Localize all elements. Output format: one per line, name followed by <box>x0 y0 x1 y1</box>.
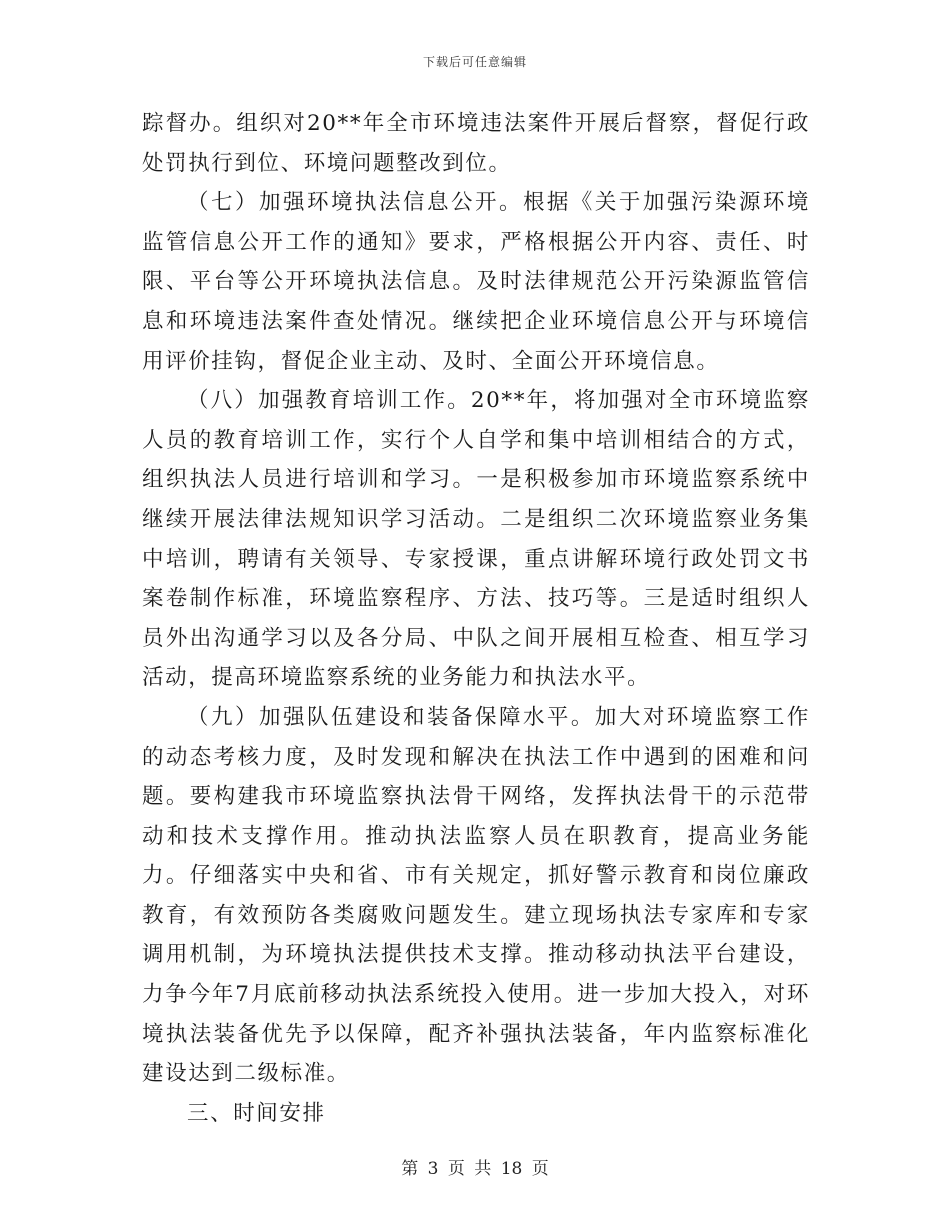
page-header: 下载后可任意编辑 <box>422 55 527 69</box>
body-paragraph: （八）加强教育培训工作。20**年，将加强对全市环境监察人员的教育培训工作，实行个人自学和集中培训相结合的方式，组织执法人员进行培训和学习。一是积极参加市环境监察系统中继续开展法律法规知识学习活动。二是组织二次环境监察业务集中培训，聘请有关领导、专家授课，重点讲解环境行政处罚文书案卷制作标准，环境监察程序、方法、技巧等。三是适时组织人员外出沟通学习以及各分局、中队之间开展相互检查、相互学习活动，提高环境监察系统的业务能力和执法水平。 <box>142 388 810 691</box>
section-heading: 三、时间安排 <box>187 1100 326 1126</box>
page-footer: 第 3 页 共 18 页 <box>401 1159 549 1179</box>
body-paragraph: 踪督办。组织对20**年全市环境违法案件开展后督察，督促行政处罚执行到位、环境问题整改到位。 <box>142 111 810 176</box>
body-paragraph: （九）加强队伍建设和装备保障水平。加大对环境监察工作的动态考核力度，及时发现和解决在执法工作中遇到的困难和问题。要构建我市环境监察执法骨干网络，发挥执法骨干的示范带动和技术支撑作用。推动执法监察人员在职教育，提高业务能力。仔细落实中央和省、市有关规定，抓好警示教育和岗位廉政教育，有效预防各类腐败问题发生。建立现场执法专家库和专家调用机制，为环境执法提供技术支撑。推动移动执法平台建设，力争今年7月底前移动执法系统投入使用。进一步加大投入，对环境执法装备优先予以保障，配齐补强执法装备，年内监察标准化建设达到二级标准。 <box>142 704 810 1087</box>
body-paragraph: （七）加强环境执法信息公开。根据《关于加强污染源环境监管信息公开工作的通知》要求，严格根据公开内容、责任、时限、平台等公开环境执法信息。及时法律规范公开污染源监管信息和环境违法案件查处情况。继续把企业环境信息公开与环境信用评价挂钩，督促企业主动、及时、全面公开环境信息。 <box>142 190 810 374</box>
document-body <box>142 104 810 1133</box>
